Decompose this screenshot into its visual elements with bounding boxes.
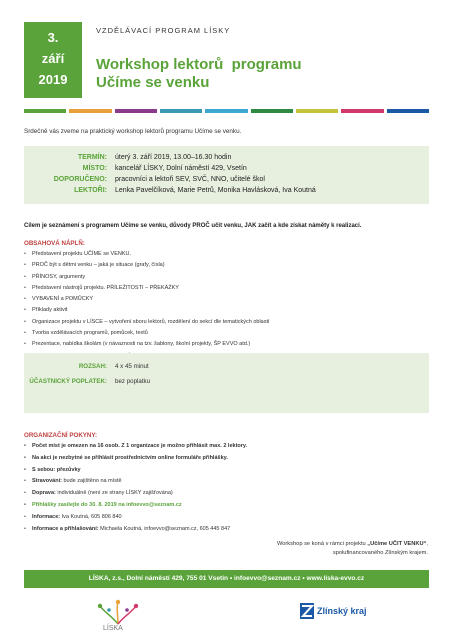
list-item-value: Iva Koutná, 605 806 840 [60,513,122,520]
title-line-1: Workshop lektorů programu [96,56,302,73]
list-item-value: bude zajištěno na místě [61,478,122,485]
list-item [24,524,247,536]
intro-text: Srdečně vás zveme na praktický workshop lektorů programu Učíme se venku. [24,128,242,135]
list-item-label: Stravování: [32,478,62,485]
date-month: září [41,51,65,66]
list-item: • Představení nástrojů projektu. PŘÍLEŽITOSTI – PŘEKÁŽKY [24,283,270,294]
title-line-2: Učíme se venku [96,74,210,91]
scope-row-rozsah [24,359,429,374]
footer-contact-bar: LÍSKA, z.s., Dolní náměstí 429, 755 01 Vsetín • infoevvo@seznam.cz • www.liska-evvo.cz [24,570,429,588]
goal-text: Cílem je seznámení s programem Učíme se venku, důvody PROČ učit venku, JAK začít a kde získat náměty k realizaci. [24,223,362,229]
footnote-line-2: spolufinancovaného Zlínským krajem. [332,550,428,556]
list-item: • Přihlášky zasílejte do 30. 8. 2019 na infoevvo@seznam.cz [24,500,247,512]
kraj-logo-text: Zlínský kraj [317,606,367,616]
list-item: • Organizace projektu v LÍSCE – vytvoření sboru lektorů, rozdělení do sekcí dle tematických oblastí [24,317,270,328]
list-item: • Počet míst je omezen na 16 osob. Z 1 organizace je možno přihlásit max. 2 lektory. [24,441,247,453]
footnote-post: , [426,541,428,547]
scope-label: ÚČASTNICKÝ POPLATEK: [29,378,107,385]
scope-value: 4 x 45 minut [115,363,149,370]
zlinsky-kraj-logo [300,603,367,619]
info-row-termin [24,152,429,163]
list-item: • S sebou: přezůvky [24,465,247,477]
liska-logo-text: LÍSKA [103,625,123,632]
scope-row-poplatek [24,374,429,389]
list-item-label: Doprava: [32,490,56,497]
info-label: MÍSTO: [82,165,107,172]
list-item [24,512,247,524]
info-value: kancelář LÍSKY, Dolní náměstí 429, Vsetín [115,165,247,172]
date-badge [24,22,82,98]
info-row-lektori [24,185,429,196]
color-stripe-segment [251,109,293,113]
scope-panel [24,353,429,413]
org-heading: ORGANIZAČNÍ POKYNY: [24,432,98,439]
color-stripe-segment [69,109,111,113]
info-value: úterý 3. září 2019, 13.00–16.30 hodin [115,154,232,161]
list-item-value: Michaela Koutná, infoevvo@seznam.cz, 605 445 847 [98,525,231,532]
content-heading: OBSAHOVÁ NÁPLŇ: [24,240,85,247]
event-info-panel [24,146,429,204]
list-item: • Tvorba vzdělávacích programů, pomůcek, textů [24,328,270,339]
color-stripe-segment [296,109,338,113]
list-item: • Příklady aktivit [24,305,270,316]
list-item [24,488,247,500]
list-item-label: Informace: [32,513,61,520]
footnote-project-name: „Učíme UČIT VENKU“ [367,541,427,547]
list-item: • Představení projektu UČÍME se VENKU. [24,249,270,260]
date-year: 2019 [38,72,68,87]
info-value: pracovníci a lektoři SEV, SVČ, NNO, učitelé škol [115,176,265,183]
info-row-doporuceno [24,174,429,185]
list-item [24,476,247,488]
list-item: • PROČ být s dětmi venku – jaká je situace (grafy, čísla) [24,260,270,271]
info-label: LEKTOŘI: [74,187,107,194]
color-stripe-segment [205,109,247,113]
footnote-line-1 [277,540,428,549]
info-label: TERMÍN: [77,154,107,161]
list-item: • Na akci je nezbytné se přihlásit prostřednictvím online formuláře přihlášky. [24,453,247,465]
scope-label: ROZSAH: [78,363,107,370]
info-label: DOPORUČENO: [53,176,107,183]
color-stripe-segment [115,109,157,113]
color-stripe-segment [24,109,66,113]
kraj-emblem-icon [300,603,314,619]
scope-value: bez poplatku [115,378,151,385]
program-kicker: VZDĚLÁVACÍ PROGRAM LÍSKY [96,26,231,35]
color-stripe-segment [160,109,202,113]
info-value: Lenka Pavelčíková, Marie Petrů, Monika Havlásková, Iva Koutná [115,187,316,194]
list-item: • VYBAVENÍ a POMŮCKY [24,294,270,305]
org-list [24,441,247,535]
list-item: • Prezentace, nabídka školám (v návaznosti na tzv. šablony, školní projekty, ŠP EVVO atd.) [24,339,270,350]
date-day: 3. [47,30,59,45]
color-stripe-segment [387,109,429,113]
list-item-value: individuálně (není ze strany LÍSKY zajišťována) [55,490,173,497]
list-item: • PŘÍNOSY, argumenty [24,272,270,283]
page-title [96,56,302,92]
info-row-misto [24,163,429,174]
list-item-label: Informace a přihlašování: [32,525,99,532]
color-stripe-segment [341,109,383,113]
project-footnote [277,540,428,558]
footnote-pre: Workshop se koná v rámci projektu [276,541,368,547]
